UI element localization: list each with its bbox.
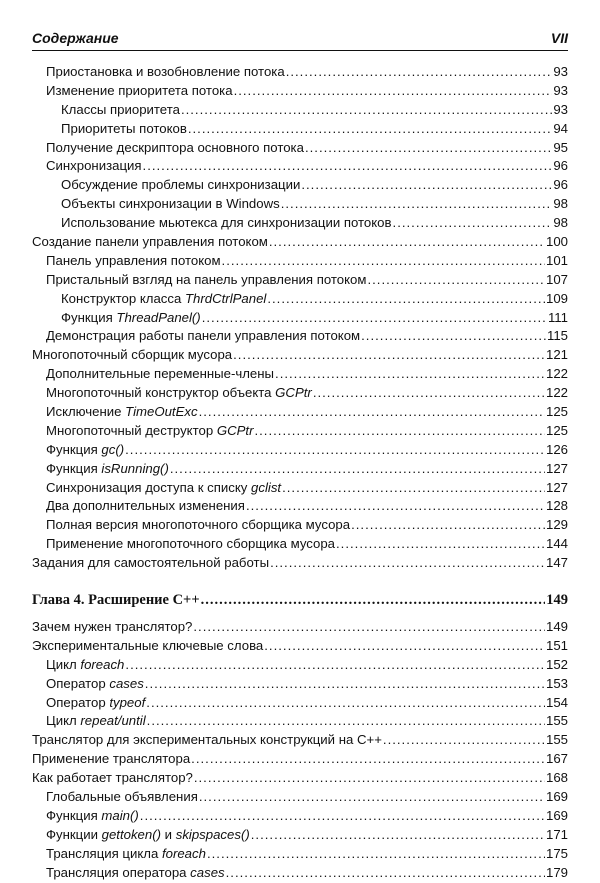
toc-entry[interactable] xyxy=(32,121,568,140)
toc-entry-title xyxy=(46,272,366,287)
dot-leader xyxy=(194,770,545,785)
toc-page-number: 153 xyxy=(545,675,568,691)
dot-leader xyxy=(267,291,545,306)
dot-leader xyxy=(264,638,545,653)
toc-entry-title xyxy=(46,366,274,381)
toc-entry[interactable] xyxy=(32,140,568,159)
toc-text: Функция xyxy=(46,807,102,823)
dot-leader xyxy=(222,253,545,268)
toc-chapter-heading[interactable] xyxy=(32,592,568,611)
toc-text: Трансляция цикла xyxy=(46,845,162,861)
spacer xyxy=(32,574,568,592)
toc-code-term: GCPtr xyxy=(216,422,254,438)
toc-code-term: foreach xyxy=(161,845,206,861)
toc-entry-title xyxy=(46,657,124,672)
table-of-contents xyxy=(32,64,568,883)
dot-leader xyxy=(202,310,547,325)
toc-entry[interactable] xyxy=(32,695,568,714)
toc-page-number: 126 xyxy=(545,441,568,457)
toc-entry[interactable] xyxy=(32,865,568,883)
dot-leader xyxy=(226,865,545,880)
toc-text: Функция xyxy=(46,441,102,457)
dot-leader xyxy=(361,328,546,343)
toc-page-number: 127 xyxy=(545,479,568,495)
dot-leader xyxy=(193,619,545,634)
toc-page-number: 155 xyxy=(545,732,568,748)
toc-page-number: 125 xyxy=(545,404,568,420)
toc-code-term: gettoken() xyxy=(101,826,162,842)
toc-page-number: 93 xyxy=(553,64,568,79)
toc-page-number: 149 xyxy=(546,592,568,609)
dot-leader xyxy=(383,732,545,747)
toc-entry[interactable] xyxy=(32,366,568,385)
toc-entry[interactable] xyxy=(32,234,568,253)
toc-entry-title xyxy=(32,751,190,766)
toc-text: Глобальные объявления xyxy=(46,788,198,804)
toc-entry-title xyxy=(61,291,266,306)
toc-entry-title xyxy=(46,695,145,710)
toc-code-term: GCPtr xyxy=(275,385,312,401)
toc-page-number: 152 xyxy=(545,656,568,672)
toc-entry[interactable] xyxy=(32,846,568,865)
toc-entry-title xyxy=(46,865,225,880)
header-title: Содержание xyxy=(32,30,119,46)
toc-page-number: 147 xyxy=(545,555,568,571)
toc-page-number: 155 xyxy=(545,713,568,729)
toc-page-number: 168 xyxy=(545,770,568,786)
toc-text: Многопоточный конструктор объекта xyxy=(46,385,276,401)
toc-text: Синхронизация xyxy=(46,158,142,174)
toc-page-number: 109 xyxy=(545,290,568,306)
toc-entry[interactable] xyxy=(32,442,568,461)
toc-code-term: gc() xyxy=(101,441,125,457)
dot-leader xyxy=(281,196,553,211)
toc-page-number: 167 xyxy=(545,751,568,767)
dot-leader xyxy=(181,102,552,117)
toc-entry-title xyxy=(46,517,350,532)
toc-page-number: 169 xyxy=(545,807,568,823)
toc-entry-title xyxy=(46,713,146,728)
toc-page-number: 122 xyxy=(545,385,568,401)
toc-entry[interactable] xyxy=(32,517,568,536)
toc-entry-title xyxy=(46,498,245,513)
spacer xyxy=(32,611,568,619)
toc-page-number: 98 xyxy=(553,215,568,231)
dot-leader xyxy=(251,827,545,842)
toc-page-number: 179 xyxy=(545,864,568,880)
toc-code-term: typeof xyxy=(109,694,146,710)
dot-leader xyxy=(351,517,545,532)
toc-text: Задания для самостоятельной работы xyxy=(32,555,270,571)
toc-entry[interactable] xyxy=(32,385,568,404)
toc-text: Обсуждение проблемы синхронизации xyxy=(61,177,301,193)
dot-leader xyxy=(254,423,545,438)
toc-text: Получение дескриптора основного потока xyxy=(46,139,304,155)
toc-entry[interactable] xyxy=(32,177,568,196)
running-header xyxy=(32,30,568,51)
toc-text: Транслятор для экспериментальных конструкций на C++ xyxy=(32,732,382,748)
toc-page-number: 111 xyxy=(547,309,568,325)
toc-page-number: 115 xyxy=(546,328,568,344)
toc-entry[interactable] xyxy=(32,328,568,347)
toc-entry[interactable] xyxy=(32,480,568,499)
toc-entry-title xyxy=(32,619,192,634)
toc-page-number: 154 xyxy=(545,694,568,710)
toc-text: Оператор xyxy=(46,694,110,710)
toc-entry[interactable] xyxy=(32,291,568,310)
toc-code-term: foreach xyxy=(80,656,125,672)
dot-leader xyxy=(246,498,545,513)
toc-entry-title xyxy=(46,442,124,457)
toc-page-number: 129 xyxy=(545,517,568,533)
toc-text: Классы приоритета xyxy=(61,101,180,117)
toc-entry-title xyxy=(61,310,201,325)
toc-code-term: TimeOutExc xyxy=(125,404,198,420)
toc-entry-title xyxy=(32,770,193,785)
toc-entry[interactable] xyxy=(32,638,568,657)
toc-text: Экспериментальные ключевые слова xyxy=(32,637,264,653)
dot-leader xyxy=(199,789,545,804)
toc-entry-title xyxy=(32,638,263,653)
toc-entry[interactable] xyxy=(32,272,568,291)
toc-entry-title xyxy=(61,102,180,117)
dot-leader xyxy=(301,177,552,192)
dot-leader xyxy=(234,83,553,98)
toc-code-term: gclist xyxy=(251,479,282,495)
toc-entry-title xyxy=(46,846,206,861)
toc-page-number: 149 xyxy=(545,618,568,634)
toc-text: Полная версия многопоточного сборщика мусора xyxy=(46,517,351,533)
dot-leader xyxy=(140,808,545,823)
toc-entry[interactable] xyxy=(32,732,568,751)
toc-code-term: main() xyxy=(101,807,139,823)
toc-text: Оператор xyxy=(46,675,110,691)
toc-entry-title xyxy=(46,385,312,400)
dot-leader xyxy=(191,751,545,766)
toc-entry-title xyxy=(32,732,382,747)
toc-text: Демонстрация работы панели управления потоком xyxy=(46,328,361,344)
toc-page-number: 121 xyxy=(545,347,568,363)
toc-text: Дополнительные переменные-члены xyxy=(46,366,275,382)
toc-entry-title xyxy=(46,64,285,79)
toc-entry-title xyxy=(46,536,335,551)
dot-leader xyxy=(233,347,545,362)
toc-entry-title xyxy=(46,676,144,691)
toc-text: Приоритеты потоков xyxy=(61,120,187,136)
toc-page-number: 128 xyxy=(545,498,568,514)
toc-entry-title xyxy=(46,253,221,268)
dot-leader xyxy=(367,272,545,287)
toc-text: Изменение приоритета потока xyxy=(46,82,233,98)
toc-entry-title xyxy=(46,140,304,155)
toc-code-term: isRunning() xyxy=(101,460,169,476)
toc-entry[interactable] xyxy=(32,498,568,517)
toc-page-number: 171 xyxy=(545,826,568,842)
toc-page-number: 151 xyxy=(545,637,568,653)
toc-text: Применение многопоточного сборщика мусора xyxy=(46,536,336,552)
toc-code-term: repeat/until xyxy=(80,713,146,729)
toc-entry-title xyxy=(46,461,169,476)
toc-page-number: 175 xyxy=(545,845,568,861)
toc-code-term: cases xyxy=(190,864,225,880)
toc-entry-title xyxy=(46,827,250,842)
toc-text: Трансляция оператора xyxy=(46,864,191,880)
toc-entry[interactable] xyxy=(32,64,568,83)
dot-leader xyxy=(201,592,546,609)
toc-entry-title xyxy=(46,423,253,438)
toc-text: Объекты синхронизации в Windows xyxy=(61,196,280,212)
toc-entry[interactable] xyxy=(32,713,568,732)
toc-entry[interactable] xyxy=(32,215,568,234)
toc-page-number: 169 xyxy=(545,788,568,804)
toc-text: Зачем нужен транслятор? xyxy=(32,618,193,634)
dot-leader xyxy=(143,158,553,173)
toc-entry-title xyxy=(32,592,200,609)
toc-entry[interactable] xyxy=(32,657,568,676)
toc-text: Приостановка и возобновление потока xyxy=(46,64,285,79)
toc-text: Как работает транслятор? xyxy=(32,770,193,786)
toc-code-term: ThreadPanel() xyxy=(116,309,201,325)
toc-text: Пристальный взгляд на панель управления потоком xyxy=(46,271,367,287)
toc-text: и xyxy=(161,826,176,842)
toc-entry-title xyxy=(32,555,269,570)
toc-entry-title xyxy=(61,121,187,136)
toc-entry-title xyxy=(46,480,281,495)
toc-entry[interactable] xyxy=(32,102,568,121)
toc-text: Функции xyxy=(46,826,102,842)
toc-text: Создание панели управления потоком xyxy=(32,234,268,250)
toc-text: Функция xyxy=(61,309,117,325)
toc-entry[interactable] xyxy=(32,158,568,177)
toc-text: Панель управления потоком xyxy=(46,252,221,268)
toc-entry[interactable] xyxy=(32,404,568,423)
toc-code-term: skipspaces() xyxy=(175,826,250,842)
toc-text: Использование мьютекса для синхронизации потоков xyxy=(61,215,392,231)
dot-leader xyxy=(270,555,545,570)
header-page-number: VII xyxy=(550,30,568,46)
toc-entry[interactable] xyxy=(32,423,568,442)
toc-page-number: 144 xyxy=(545,536,568,552)
toc-entry-title xyxy=(61,177,300,192)
toc-page-number: 93 xyxy=(553,82,568,98)
toc-page-number: 125 xyxy=(545,422,568,438)
toc-page-number: 95 xyxy=(553,139,568,155)
toc-page-number: 100 xyxy=(545,234,568,250)
dot-leader xyxy=(286,64,553,79)
toc-entry-title xyxy=(61,196,280,211)
toc-text: Функция xyxy=(46,460,102,476)
toc-entry[interactable] xyxy=(32,461,568,480)
toc-text: Цикл xyxy=(46,656,81,672)
toc-entry[interactable] xyxy=(32,619,568,638)
toc-entry[interactable] xyxy=(32,676,568,695)
toc-text: Многопоточный деструктор xyxy=(46,422,217,438)
toc-entry-title xyxy=(46,328,360,343)
toc-entry-title xyxy=(32,234,268,249)
toc-entry[interactable] xyxy=(32,555,568,574)
dot-leader xyxy=(146,695,545,710)
toc-entry[interactable] xyxy=(32,751,568,770)
toc-text: Глава 4. Расширение C++ xyxy=(32,592,200,609)
toc-entry-title xyxy=(46,83,233,98)
dot-leader xyxy=(313,385,545,400)
toc-page-number: 96 xyxy=(553,177,568,193)
toc-page-number: 107 xyxy=(545,271,568,287)
toc-entry-title xyxy=(46,789,198,804)
toc-entry[interactable] xyxy=(32,196,568,215)
toc-text: Два дополнительных изменения xyxy=(46,498,245,514)
toc-entry-title xyxy=(46,404,198,419)
toc-code-term: ThrdCtrlPanel xyxy=(185,290,267,306)
toc-page-number: 94 xyxy=(553,120,568,136)
toc-entry[interactable] xyxy=(32,789,568,808)
dot-leader xyxy=(275,366,545,381)
toc-entry[interactable] xyxy=(32,536,568,555)
dot-leader xyxy=(145,676,545,691)
dot-leader xyxy=(199,404,545,419)
toc-entry-title xyxy=(46,808,139,823)
dot-leader xyxy=(125,657,545,672)
toc-page-number: 93 xyxy=(553,101,568,117)
dot-leader xyxy=(207,846,545,861)
toc-entry-title xyxy=(61,215,392,230)
toc-page-number: 98 xyxy=(553,196,568,212)
dot-leader xyxy=(188,121,552,136)
toc-entry[interactable] xyxy=(32,310,568,329)
dot-leader xyxy=(269,234,545,249)
toc-entry[interactable] xyxy=(32,827,568,846)
toc-page-number: 122 xyxy=(545,366,568,382)
toc-text: Применение транслятора xyxy=(32,751,191,767)
dot-leader xyxy=(125,442,545,457)
toc-code-term: cases xyxy=(109,675,144,691)
toc-entry[interactable] xyxy=(32,83,568,102)
dot-leader xyxy=(393,215,553,230)
toc-entry[interactable] xyxy=(32,253,568,272)
toc-entry-title xyxy=(46,158,142,173)
toc-entry-title xyxy=(32,347,232,362)
toc-entry[interactable] xyxy=(32,347,568,366)
dot-leader xyxy=(305,140,552,155)
toc-text: Исключение xyxy=(46,404,126,420)
dot-leader xyxy=(336,536,545,551)
toc-entry[interactable] xyxy=(32,808,568,827)
dot-leader xyxy=(170,461,545,476)
toc-page-number: 127 xyxy=(545,460,568,476)
toc-page-number: 101 xyxy=(545,252,568,268)
toc-text: Конструктор класса xyxy=(61,290,185,306)
toc-text: Синхронизация доступа к списку xyxy=(46,479,252,495)
toc-entry[interactable] xyxy=(32,770,568,789)
toc-text: Многопоточный сборщик мусора xyxy=(32,347,233,363)
dot-leader xyxy=(147,713,545,728)
toc-page-number: 96 xyxy=(553,158,568,174)
toc-text: Цикл xyxy=(46,713,81,729)
dot-leader xyxy=(282,480,545,495)
